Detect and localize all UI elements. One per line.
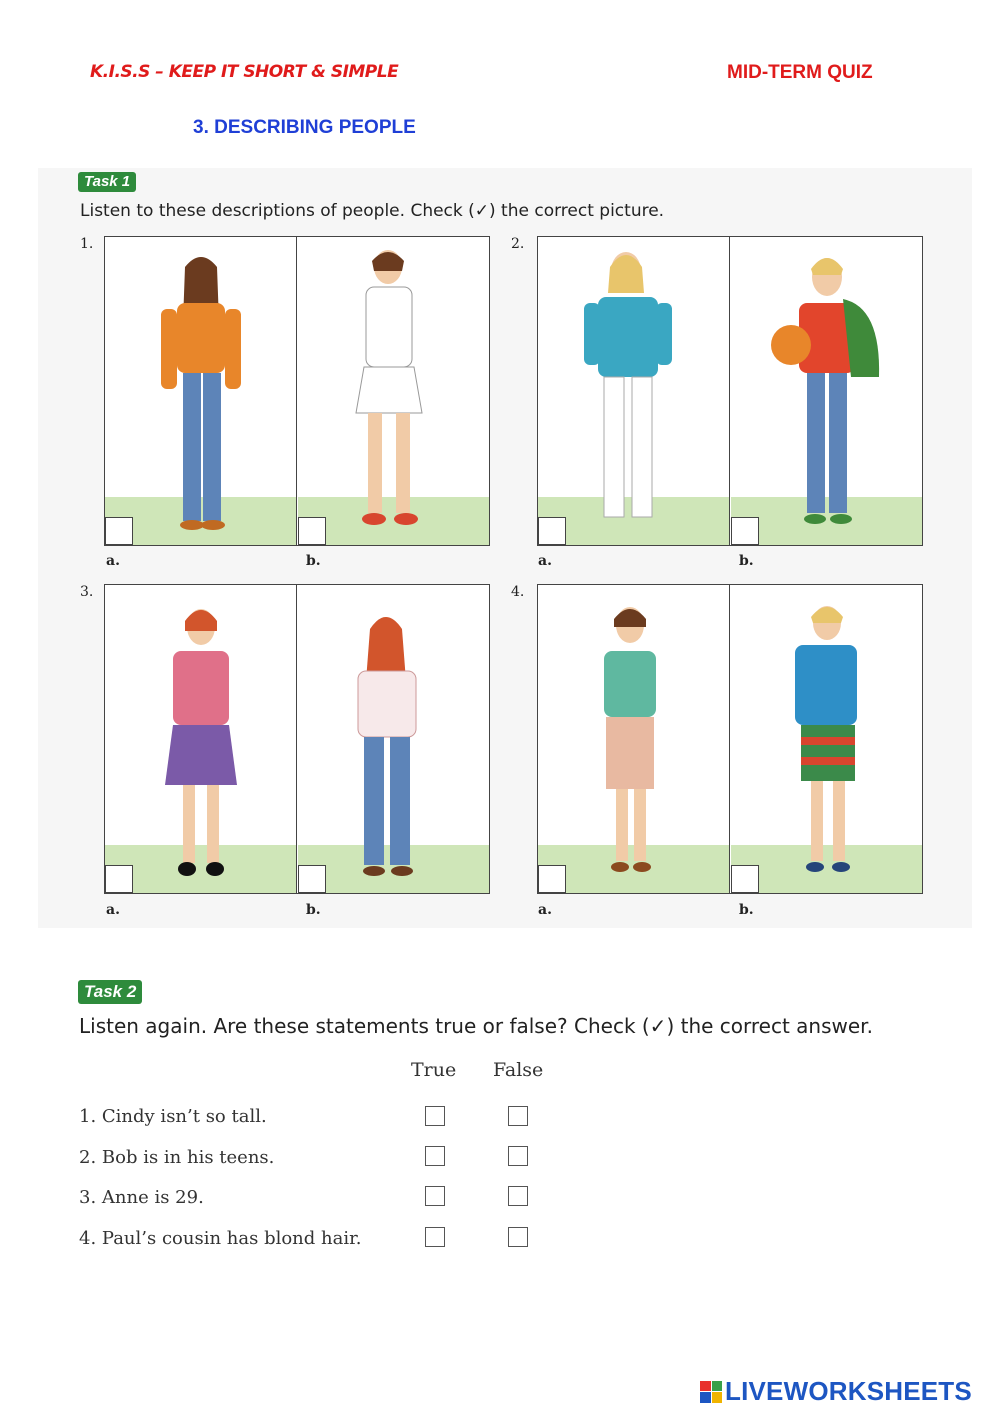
section-subtitle: 3. DESCRIBING PEOPLE [193, 117, 416, 138]
true-checkbox[interactable] [425, 1106, 445, 1126]
picture-2a [538, 237, 730, 545]
statement-text: 1. Cindy isn’t so tall. [79, 1106, 267, 1127]
person-illustration [731, 585, 923, 893]
true-checkbox[interactable] [425, 1227, 445, 1247]
false-checkbox[interactable] [508, 1186, 528, 1206]
header-left-title: K.I.S.S – KEEP IT SHORT & SIMPLE [90, 62, 399, 82]
picture-3a [105, 585, 297, 893]
false-checkbox[interactable] [508, 1227, 528, 1247]
picture-pair-4 [537, 584, 923, 894]
picture-pair-1 [104, 236, 490, 546]
person-illustration [731, 237, 923, 545]
person-illustration [538, 585, 730, 893]
person-illustration [298, 585, 490, 893]
task1-tag: Task 1 [78, 172, 136, 192]
brand-name: LIVEWORKSHEETS [725, 1376, 972, 1406]
option-label: a. [106, 553, 120, 569]
liveworksheets-logo-icon [700, 1381, 722, 1403]
option-label: a. [538, 553, 552, 569]
picture-pair-3 [104, 584, 490, 894]
answer-checkbox[interactable] [298, 517, 326, 545]
true-checkbox[interactable] [425, 1186, 445, 1206]
statement-text: 4. Paul’s cousin has blond hair. [79, 1228, 362, 1249]
picture-4a [538, 585, 730, 893]
picture-pair-2 [537, 236, 923, 546]
statement-text: 2. Bob is in his teens. [79, 1147, 275, 1168]
brand-footer [700, 1376, 972, 1407]
person-illustration [298, 237, 490, 545]
option-label: a. [106, 902, 120, 918]
task2-instruction: Listen again. Are these statements true or false? Check (✓) the correct answer. [79, 1014, 873, 1038]
false-checkbox[interactable] [508, 1106, 528, 1126]
question-number: 1. [80, 236, 94, 252]
option-label: a. [538, 902, 552, 918]
column-header-false: False [493, 1059, 544, 1081]
answer-checkbox[interactable] [731, 517, 759, 545]
task1-instruction: Listen to these descriptions of people. Check (✓) the correct picture. [80, 201, 665, 221]
true-checkbox[interactable] [425, 1146, 445, 1166]
option-label: b. [739, 553, 754, 569]
person-illustration [105, 237, 297, 545]
answer-checkbox[interactable] [298, 865, 326, 893]
picture-3b [298, 585, 490, 893]
option-label: b. [739, 902, 754, 918]
answer-checkbox[interactable] [731, 865, 759, 893]
false-checkbox[interactable] [508, 1146, 528, 1166]
answer-checkbox[interactable] [538, 865, 566, 893]
option-label: b. [306, 902, 321, 918]
option-label: b. [306, 553, 321, 569]
answer-checkbox[interactable] [105, 517, 133, 545]
picture-4b [731, 585, 923, 893]
question-number: 4. [511, 584, 525, 600]
statement-text: 3. Anne is 29. [79, 1187, 204, 1208]
question-number: 2. [511, 236, 525, 252]
question-number: 3. [80, 584, 94, 600]
picture-1b [298, 237, 490, 545]
answer-checkbox[interactable] [538, 517, 566, 545]
answer-checkbox[interactable] [105, 865, 133, 893]
picture-1a [105, 237, 297, 545]
task2-tag: Task 2 [78, 980, 142, 1004]
column-header-true: True [411, 1059, 457, 1081]
person-illustration [105, 585, 297, 893]
picture-2b [731, 237, 923, 545]
person-illustration [538, 237, 730, 545]
header-right-title: MID-TERM QUIZ [727, 62, 873, 83]
